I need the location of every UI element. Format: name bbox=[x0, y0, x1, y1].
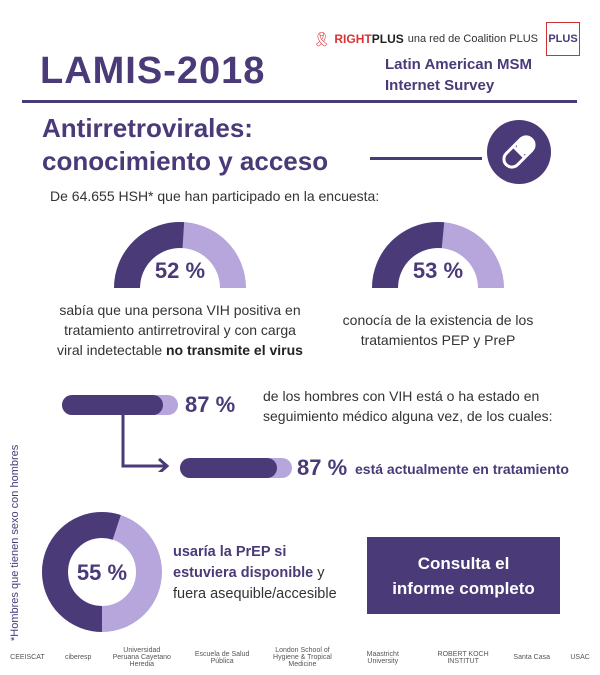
logo-maastricht: Maastricht University bbox=[366, 650, 399, 665]
bar-87-medical-text: de los hombres con VIH está o ha estado en seguimiento médico alguna vez, de los cuales: bbox=[263, 388, 553, 424]
logo-ciberesp: ciberesp bbox=[64, 654, 92, 661]
page-title: LAMIS-2018 bbox=[40, 50, 266, 92]
donut-55-text: usaría la PrEP si estuviera disponible y fuera asequible/accesible bbox=[173, 544, 337, 602]
pill-icon bbox=[487, 120, 551, 184]
brand-header bbox=[313, 22, 580, 56]
divider bbox=[22, 100, 577, 103]
bar-87-treatment bbox=[180, 458, 292, 478]
bar-87-treatment-fill bbox=[180, 458, 277, 478]
gauge-52-caption: sabía que una persona VIH positiva en tratamiento antirretroviral y con carga viral indetectable no transmite el virus bbox=[57, 302, 303, 358]
bar-87-treatment-text: está actualmente en tratamiento bbox=[355, 461, 569, 477]
brand-tagline: una red de Coalition PLUS bbox=[407, 33, 538, 45]
heading-divider bbox=[370, 157, 482, 160]
arrow-connector-icon bbox=[115, 412, 180, 472]
gauge-53-caption: conocía de la existencia de los tratamientos PEP y PreP bbox=[342, 312, 534, 348]
bar-87-medical-value: 87 % bbox=[185, 392, 236, 417]
brand-name: RIGHTPLUS bbox=[334, 32, 404, 46]
logo-salud-publica: Escuela de Salud Pública bbox=[194, 650, 250, 665]
logo-cayetano: Universidad Peruana Cayetano Heredia bbox=[112, 647, 171, 668]
intro-text: De 64.655 HSH* que han participado en la encuesta: bbox=[50, 188, 380, 204]
ribbon-icon: 🎗 bbox=[312, 30, 331, 47]
bar-87-treatment-value: 87 % bbox=[297, 455, 348, 480]
partner-logos bbox=[0, 640, 600, 675]
logo-lshtm: London School of Hygiene & Tropical Medicine bbox=[273, 647, 332, 668]
section-heading: Antirretrovirales: conocimiento y acceso bbox=[42, 113, 329, 176]
footnote-msm: *Hombres que tienen sexo con hombres bbox=[9, 444, 21, 641]
donut-55-value: 55 % bbox=[76, 560, 128, 585]
logo-usac: USAC bbox=[570, 654, 590, 661]
logo-ceeiscat: CEEISCAT bbox=[10, 654, 45, 661]
logo-santa-casa: Santa Casa bbox=[513, 654, 551, 661]
gauge-52-value: 52 % bbox=[154, 258, 206, 283]
consult-report-button[interactable]: Consulta el informe completo bbox=[367, 537, 560, 614]
coalition-plus-logo: PLUS bbox=[546, 22, 580, 56]
survey-subtitle: Latin American MSM Internet Survey bbox=[385, 56, 532, 94]
logo-rki: ROBERT KOCH INSTITUT bbox=[437, 650, 489, 665]
gauge-53-value: 53 % bbox=[412, 258, 464, 283]
